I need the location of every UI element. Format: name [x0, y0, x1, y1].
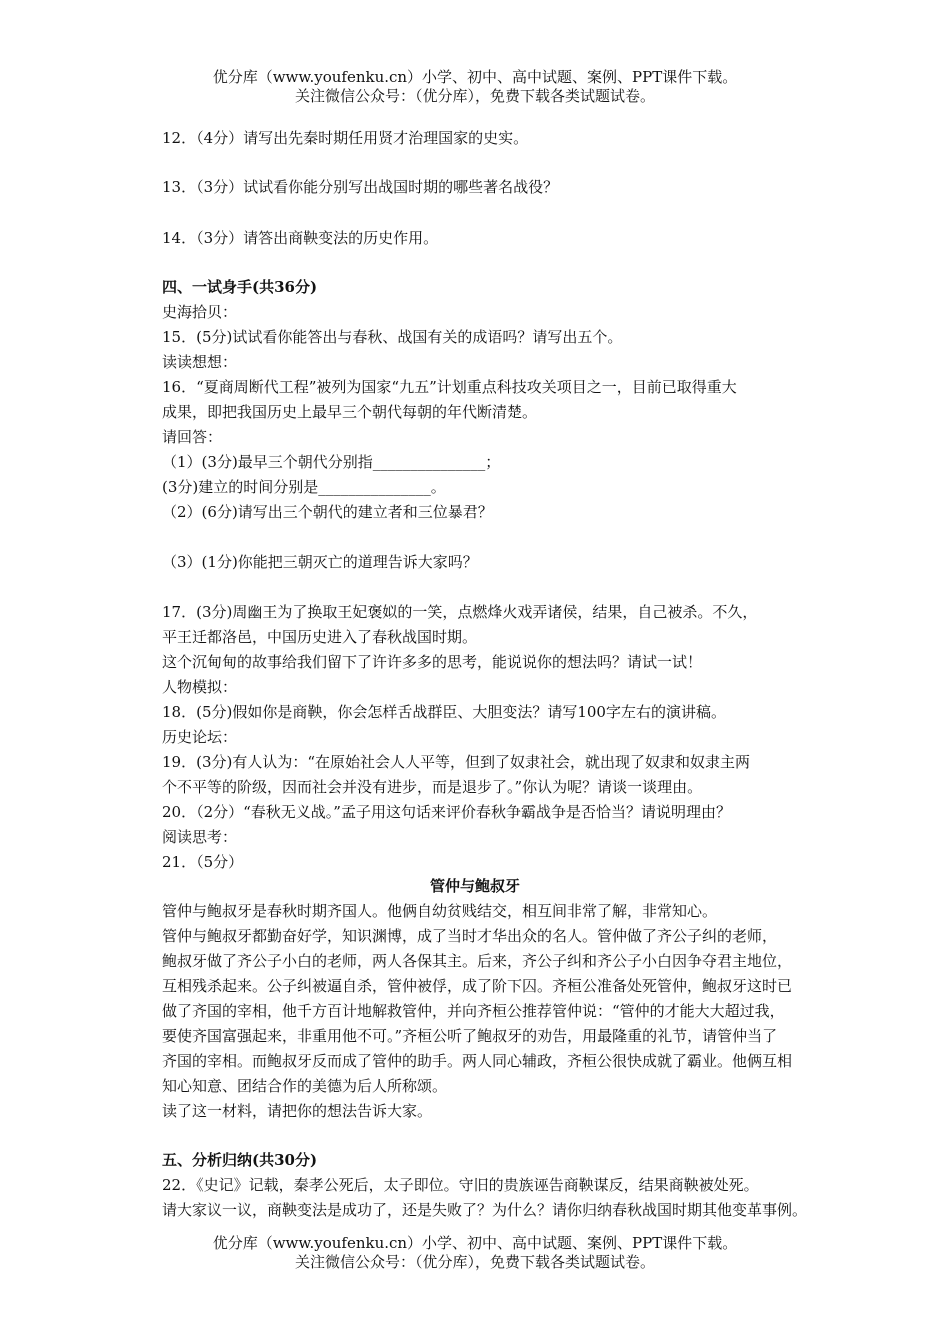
question-18: 18．(5分)假如你是商鞅，你会怎样舌战群臣、大胆变法？请写100字左右的演讲稿。: [162, 703, 726, 721]
label-yuedu: 阅读思考：: [162, 828, 238, 846]
footer-line-2: 关注微信公众号：（优分库），免费下载各类试题试卷。: [294, 1253, 655, 1271]
question-22-line-2: 请大家议一议，商鞅变法是成功了，还是失败了？为什么？请你归纳春秋战国时期其他变革事例。: [162, 1201, 808, 1219]
question-17-line-3: 这个沉甸甸的故事给我们留下了许许多多的思考，能说说你的想法吗？请试一试！: [162, 653, 703, 671]
section-5-title: 五、分析归纳(共30分): [162, 1151, 318, 1169]
label-luntan: 历史论坛：: [162, 728, 238, 746]
question-16-part-3: （3）(1分)你能把三朝灭亡的道理告诉大家吗？: [162, 553, 478, 571]
question-16-ask: 请回答：: [162, 428, 223, 446]
header-line-2: 关注微信公众号：（优分库），免费下载各类试题试卷。: [294, 87, 655, 105]
question-13: 13．（3分）试试看你能分别写出战国时期的哪些著名战役？: [162, 178, 559, 196]
question-17-line-1: 17．(3分)周幽王为了换取王妃褒姒的一笑，点燃烽火戏弄诸侯，结果，自己被杀。不久，: [162, 603, 758, 621]
passage-line: 管仲与鲍叔牙都勤奋好学，知识渊博，成了当时才华出众的名人。管仲做了齐公子纠的老师，: [162, 927, 778, 945]
header-line-1: 优分库（www.youfenku.cn）小学、初中、高中试题、案例、PPT课件下载。: [212, 68, 738, 86]
passage-line: 齐国的宰相。而鲍叔牙反而成了管仲的助手。两人同心辅政，齐桓公很快成就了霸业。他俩互相: [162, 1052, 793, 1070]
passage-line: 互相残杀起来。公子纠被逼自杀，管仲被俘，成了阶下囚。齐桓公准备处死管仲，鲍叔牙这时已: [162, 977, 793, 995]
question-16-line-1: 16．“夏商周断代工程”被列为国家“九五”计划重点科技攻关项目之一，目前已取得重大: [162, 378, 737, 396]
question-19-line-1: 19．(3分)有人认为：“在原始社会人人平等，但到了奴隶社会，就出现了奴隶和奴隶主两: [162, 753, 751, 771]
passage-title: 管仲与鲍叔牙: [429, 877, 520, 895]
label-dudu: 读读想想：: [162, 353, 238, 371]
passage-line: 知心知意、团结合作的美德为后人所称颂。: [162, 1077, 448, 1095]
question-16-part-1a: （1）(3分)最早三个朝代分别指_______________；: [162, 453, 501, 471]
question-17-line-2: 平王迁都洛邑，中国历史进入了春秋战国时期。: [162, 628, 478, 646]
passage-line: 鲍叔牙做了齐公子小白的老师，两人各保其主。后来，齐公子纠和齐公子小白因争夺君主地位，: [162, 952, 793, 970]
label-shihai: 史海拾贝：: [162, 303, 238, 321]
question-19-line-2: 个不平等的阶级，因而社会并没有进步，而是退步了。”你认为呢？请谈一谈理由。: [162, 778, 703, 796]
question-20: 20．（2分）“春秋无义战。”孟子用这句话来评价春秋争霸战争是否恰当？请说明理由？: [162, 803, 731, 821]
question-16-line-2: 成果，即把我国历史上最早三个朝代每朝的年代断清楚。: [162, 403, 538, 421]
footer-line-1: 优分库（www.youfenku.cn）小学、初中、高中试题、案例、PPT课件下载。: [212, 1234, 738, 1252]
question-22-line-1: 22．《史记》记载，秦孝公死后，太子即位。守旧的贵族诬告商鞅谋反，结果商鞅被处死。: [162, 1176, 759, 1194]
question-12: 12．（4分）请写出先秦时期任用贤才治理国家的史实。: [162, 129, 529, 147]
question-14: 14．（3分）请答出商鞅变法的历史作用。: [162, 229, 439, 247]
question-21-ask: 读了这一材料，请把你的想法告诉大家。: [162, 1102, 433, 1120]
question-21: 21．（5分）: [162, 853, 244, 871]
section-4-title: 四、一试身手(共36分): [162, 278, 318, 296]
passage-line: 管仲与鲍叔牙是春秋时期齐国人。他俩自幼贫贱结交，相互间非常了解，非常知心。: [162, 902, 718, 920]
passage-line: 做了齐国的宰相，他千方百计地解救管仲，并向齐桓公推荐管仲说：“管仲的才能大大超过我，: [162, 1002, 785, 1020]
question-16-part-2: （2）(6分)请写出三个朝代的建立者和三位暴君？: [162, 503, 493, 521]
question-15: 15．(5分)试试看你能答出与春秋、战国有关的成语吗？请写出五个。: [162, 328, 623, 346]
passage-line: 要使齐国富强起来，非重用他不可。”齐桓公听了鲍叔牙的劝告，用最隆重的礼节，请管仲当了: [162, 1027, 778, 1045]
label-renwu: 人物模拟：: [162, 678, 238, 696]
question-16-part-1b: (3分)建立的时间分别是_______________。: [162, 478, 446, 496]
